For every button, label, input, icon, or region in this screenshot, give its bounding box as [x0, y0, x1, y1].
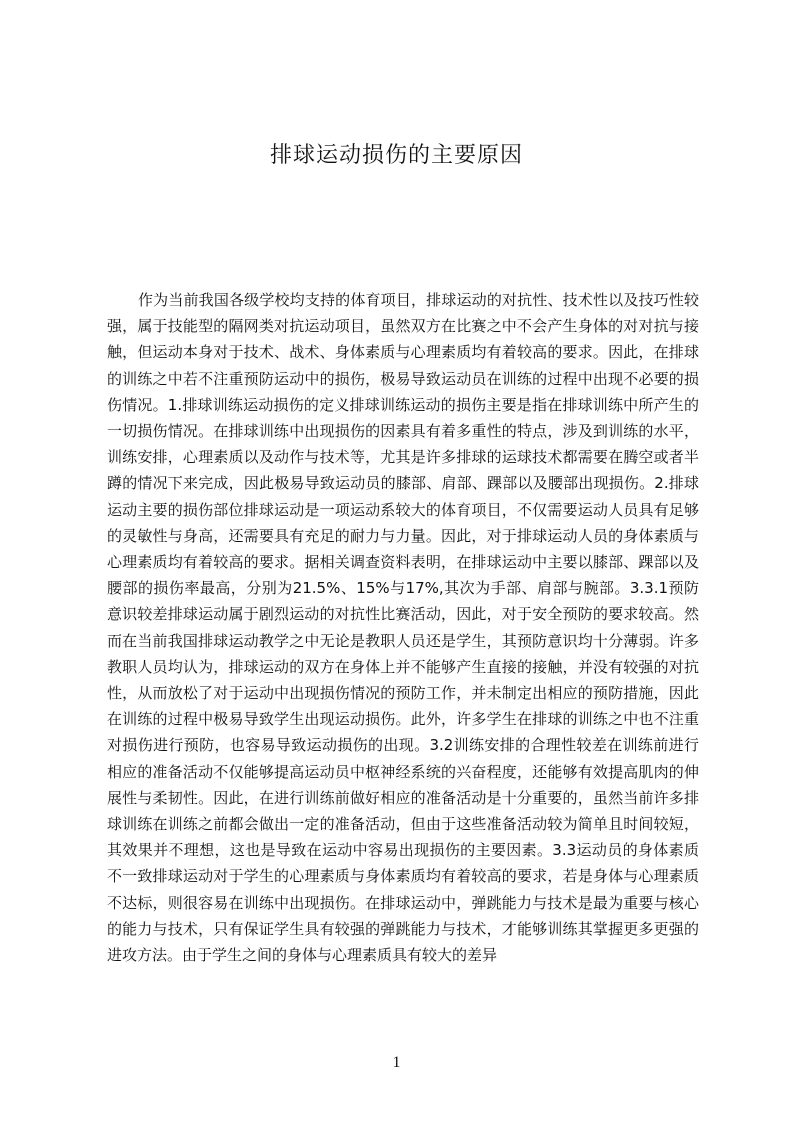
document-title: 排球运动损伤的主要原因 [269, 143, 523, 168]
body-paragraph: 作为当前我国各级学校均支持的体育项目，排球运动的对抗性、技术性以及技巧性较强，属于技能型的隔网类对抗运动项目，虽然双方在比赛之中不会产生身体的对对抗与接触，但运动本身对于技术、战术、身体素质与心理素质均有着较高的要求。因此，在排球的训练之中若不注重预防运动中的损伤，极易导致运动员在训练的过程中出现不必要的损伤情况。1.排球训练运动损伤的定义排球训练运动的损伤主要是指在排球训练中所产生的一切损伤情况。在排球训练中出现损伤的因素具有着多重性的特点，涉及到训练的水平，训练安排，心理素质以及动作与技术等，尤其是许多排球的运球技术都需要在腾空或者半蹲的情况下来完成，因此极易导致运动员的膝部、肩部、踝部以及腰部出现损伤。2.排球运动主要的损伤部位排球运动是一项运动系较大的体育项目，不仅需要运动人员具有足够的灵敏性与身高，还需要具有充足的耐力与力量。因此，对于排球运动人员的身体素质与心理素质均有着较高的要求。据相关调查资料表明，在排球运动中主要以膝部、踝部以及腰部的损伤率最高，分别为21.5%、15%与17%,其次为手部、肩部与腕部。3.3.1预防意识较差排球运动属于剧烈运动的对抗性比赛活动，因此，对于安全预防的要求较高。然而在当前我国排球运动教学之中无论是教职人员还是学生，其预防意识均十分薄弱。许多教职人员均认为，排球运动的双方在身体上并不能够产生直接的接触，并没有较强的对抗性，从而放松了对于运动中出现损伤情况的预防工作，并未制定出相应的预防措施，因此在训练的过程中极易导致学生出现运动损伤。此外，许多学生在排球的训练之中也不注重对损伤进行预防，也容易导致运动损伤的出现。3.2训练安排的合理性较差在训练前进行相应的准备活动不仅能够提高运动员中枢神经系统的兴奋程度，还能够有效提高肌肉的伸展性与柔韧性。因此，在进行训练前做好相应的准备活动是十分重要的，虽然当前许多排球训练在训练之前都会做出一定的准备活动，但由于这些准备活动较为简单且时间较短，其效果并不理想，这也是导致在运动中容易出现损伤的主要因素。3.3运动员的身体素质不一致排球运动对于学生的心理素质与身体素质均有着较高的要求，若是身体与心理素质不达标，则很容易在训练中出现损伤。在排球运动中，弹跳能力与技术是最为重要与核心的能力与技术，只有保证学生具有较强的弹跳能力与技术，才能够训练其掌握更多更强的进攻方法。由于学生之间的身体与心理素质具有较大的差异 [107, 291, 699, 965]
page-number: 1 [392, 1054, 401, 1071]
